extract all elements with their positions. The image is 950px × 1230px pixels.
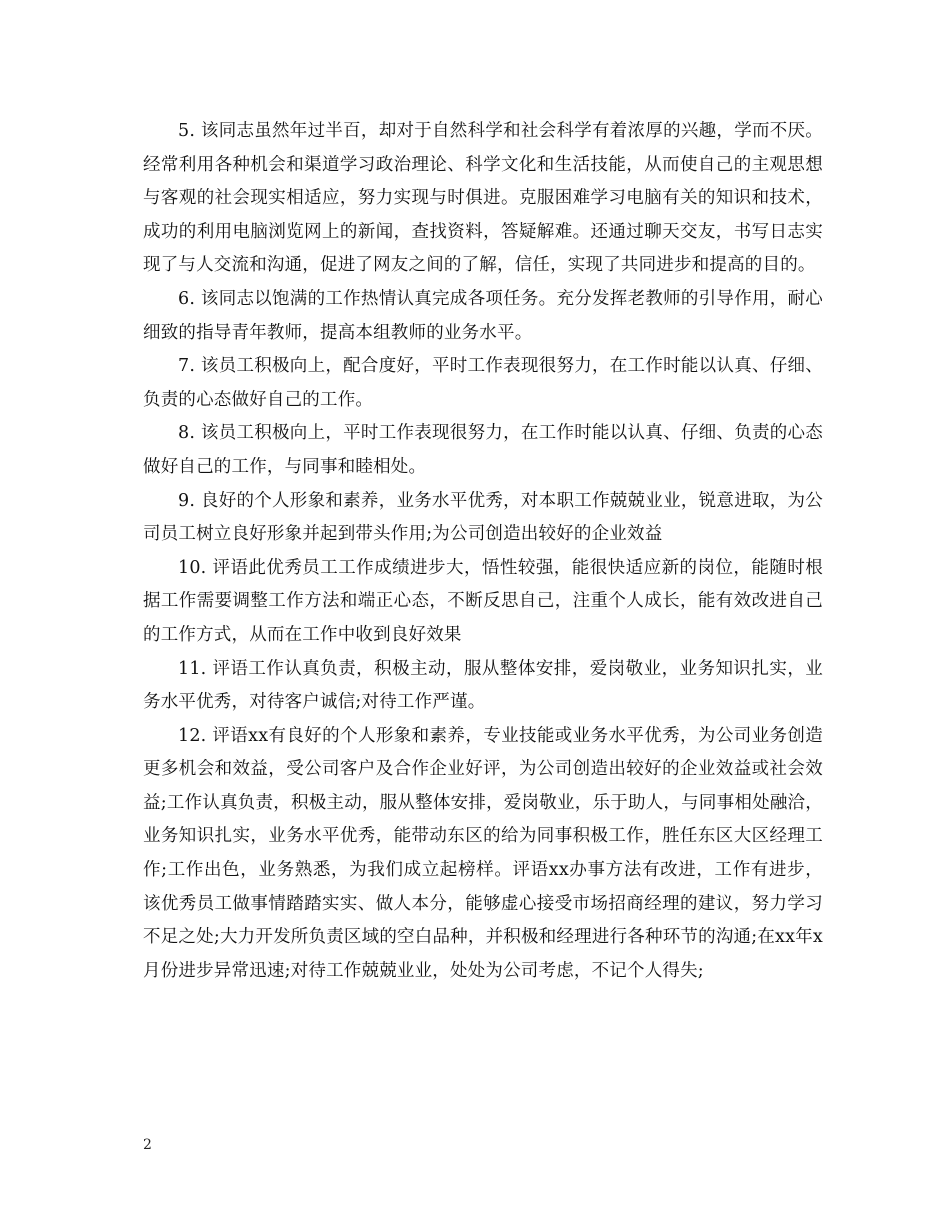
paragraph-10: 10. 评语此优秀员工工作成绩进步大，悟性较强，能很快适应新的岗位，能随时根据工作需要调整工作方法和端正心态，不断反思自己，注重个人成长，能有效改进自己的工作方式，从而在工作中收到良好效果 (143, 557, 823, 645)
paragraph-5: 5. 该同志虽然年过半百，却对于自然科学和社会科学有着浓厚的兴趣，学而不厌。经常利用各种机会和渠道学习政治理论、科学文化和生活技能，从而使自己的主观思想与客观的社会现实相适应，努力实现与时俱进。克服困难学习电脑有关的知识和技术，成功的利用电脑浏览网上的新闻，查找资料，答疑解难。还通过聊天交友，书写日志实现了与人交流和沟通，促进了网友之间的了解，信任，实现了共同进步和提高的目的。 (143, 121, 823, 276)
paragraph-8: 8. 该员工积极向上，平时工作表现很努力，在工作时能以认真、仔细、负责的心态做好自己的工作，与同事和睦相处。 (143, 423, 823, 477)
paragraph-9: 9. 良好的个人形象和素养，业务水平优秀，对本职工作兢兢业业，锐意进取，为公司员工树立良好形象并起到带头作用;为公司创造出较好的企业效益 (143, 490, 823, 545)
paragraph-7: 7. 该员工积极向上，配合度好，平时工作表现很努力，在工作时能以认真、仔细、负责的心态做好自己的工作。 (143, 356, 823, 410)
paragraph-12: 12. 评语xx有良好的个人形象和素养，专业技能或业务水平优秀，为公司业务创造更多机会和效益，受公司客户及合作企业好评，为公司创造出较好的企业效益或社会效益;工作认真负责，积极主动，服从整体安排，爱岗敬业，乐于助人，与同事相处融洽，业务知识扎实，业务水平优秀，能带动东区的给为同事积极工作，胜任东区大区经理工作;工作出色，业务熟悉，为我们成立起榜样。评语xx办事方法有改进，工作有进步，该优秀员工做事情踏踏实实、做人本分，能够虚心接受市场招商经理的建议，努力学习不足之处;大力开发所负责区域的空白品种，并积极和经理进行各种环节的沟通;在xx年x月份进步异常迅速;对待工作兢兢业业，处处为公司考虑，不记个人得失; (143, 725, 823, 981)
paragraph-11: 11. 评语工作认真负责，积极主动，服从整体安排，爱岗敬业，业务知识扎实，业务水平优秀，对待客户诚信;对待工作严谨。 (143, 658, 823, 713)
paragraph-6: 6. 该同志以饱满的工作热情认真完成各项任务。充分发挥老教师的引导作用，耐心细致的指导青年教师，提高本组教师的业务水平。 (143, 288, 823, 343)
document-body (143, 115, 823, 988)
page-number: 2 (143, 1137, 152, 1153)
